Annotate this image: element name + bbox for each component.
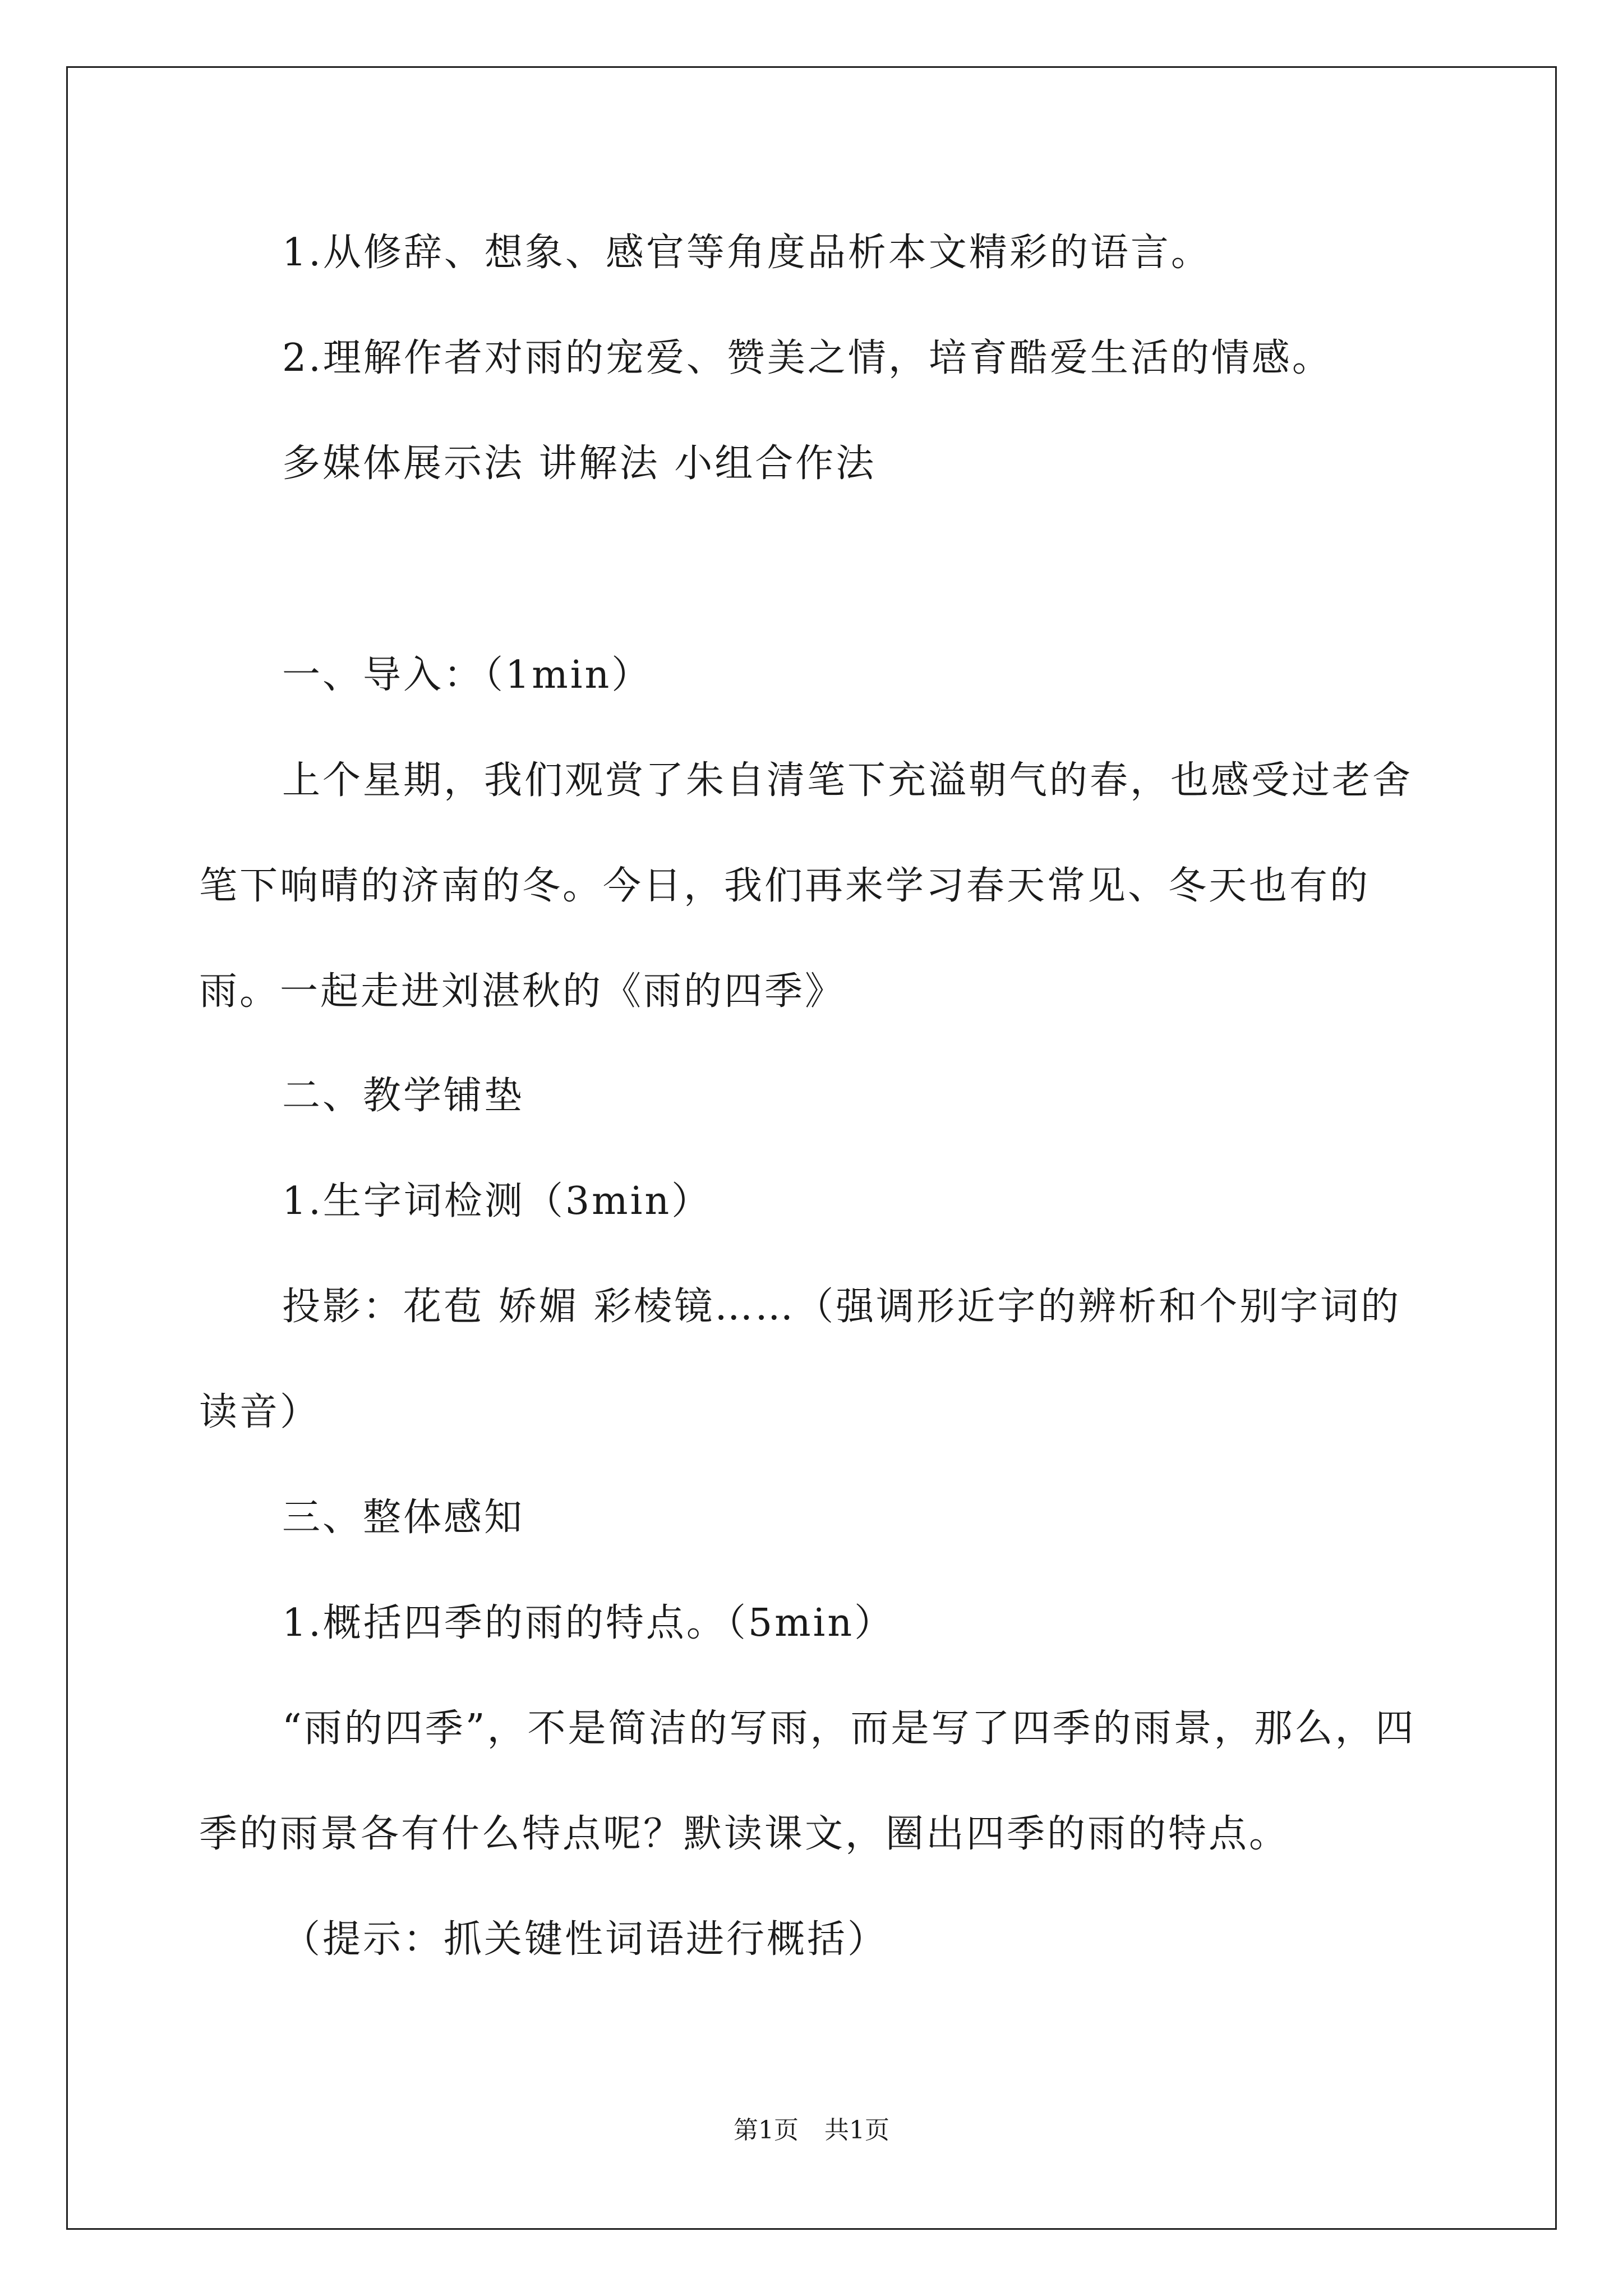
vocab-check-heading: 1.生字词检测（3min） xyxy=(282,1179,712,1223)
page-footer xyxy=(0,2114,1623,2147)
section-intro-heading: 一、导入：（1min） xyxy=(282,653,652,697)
objective-2: 2.理解作者对雨的宠爱、赞美之情，培育酷爱生活的情感。 xyxy=(282,336,1332,380)
page-total: 共1页 xyxy=(824,2116,889,2145)
summary-task-heading: 1.概括四季的雨的特点。（5min） xyxy=(282,1601,895,1645)
projection-paragraph: 投影：花苞 娇媚 彩棱镜……（强调形近字的辨析和个别字词的读音） xyxy=(199,1285,1401,1434)
page-number: 第1页 xyxy=(734,2116,799,2145)
intro-paragraph: 上个星期，我们观赏了朱自清笔下充溢朝气的春，也感受过老舍笔下响晴的济南的冬。今日，我们再来学习春天常见、冬天也有的雨。一起走进刘湛秋的《雨的四季》 xyxy=(199,758,1413,1014)
summary-task-paragraph: “雨的四季”，不是简洁的写雨，而是写了四季的雨景，那么，四季的雨景各有什么特点呢？默读课文，圈出四季的雨的特点。 xyxy=(199,1706,1416,1856)
section-overall-heading: 三、整体感知 xyxy=(282,1496,525,1540)
hint-paragraph: （提示：抓关键性词语进行概括） xyxy=(282,1917,888,1962)
teaching-methods: 多媒体展示法 讲解法 小组合作法 xyxy=(282,441,877,486)
section-preparation-heading: 二、教学铺垫 xyxy=(282,1074,525,1118)
objective-1: 1.从修辞、想象、感官等角度品析本文精彩的语言。 xyxy=(282,231,1211,275)
